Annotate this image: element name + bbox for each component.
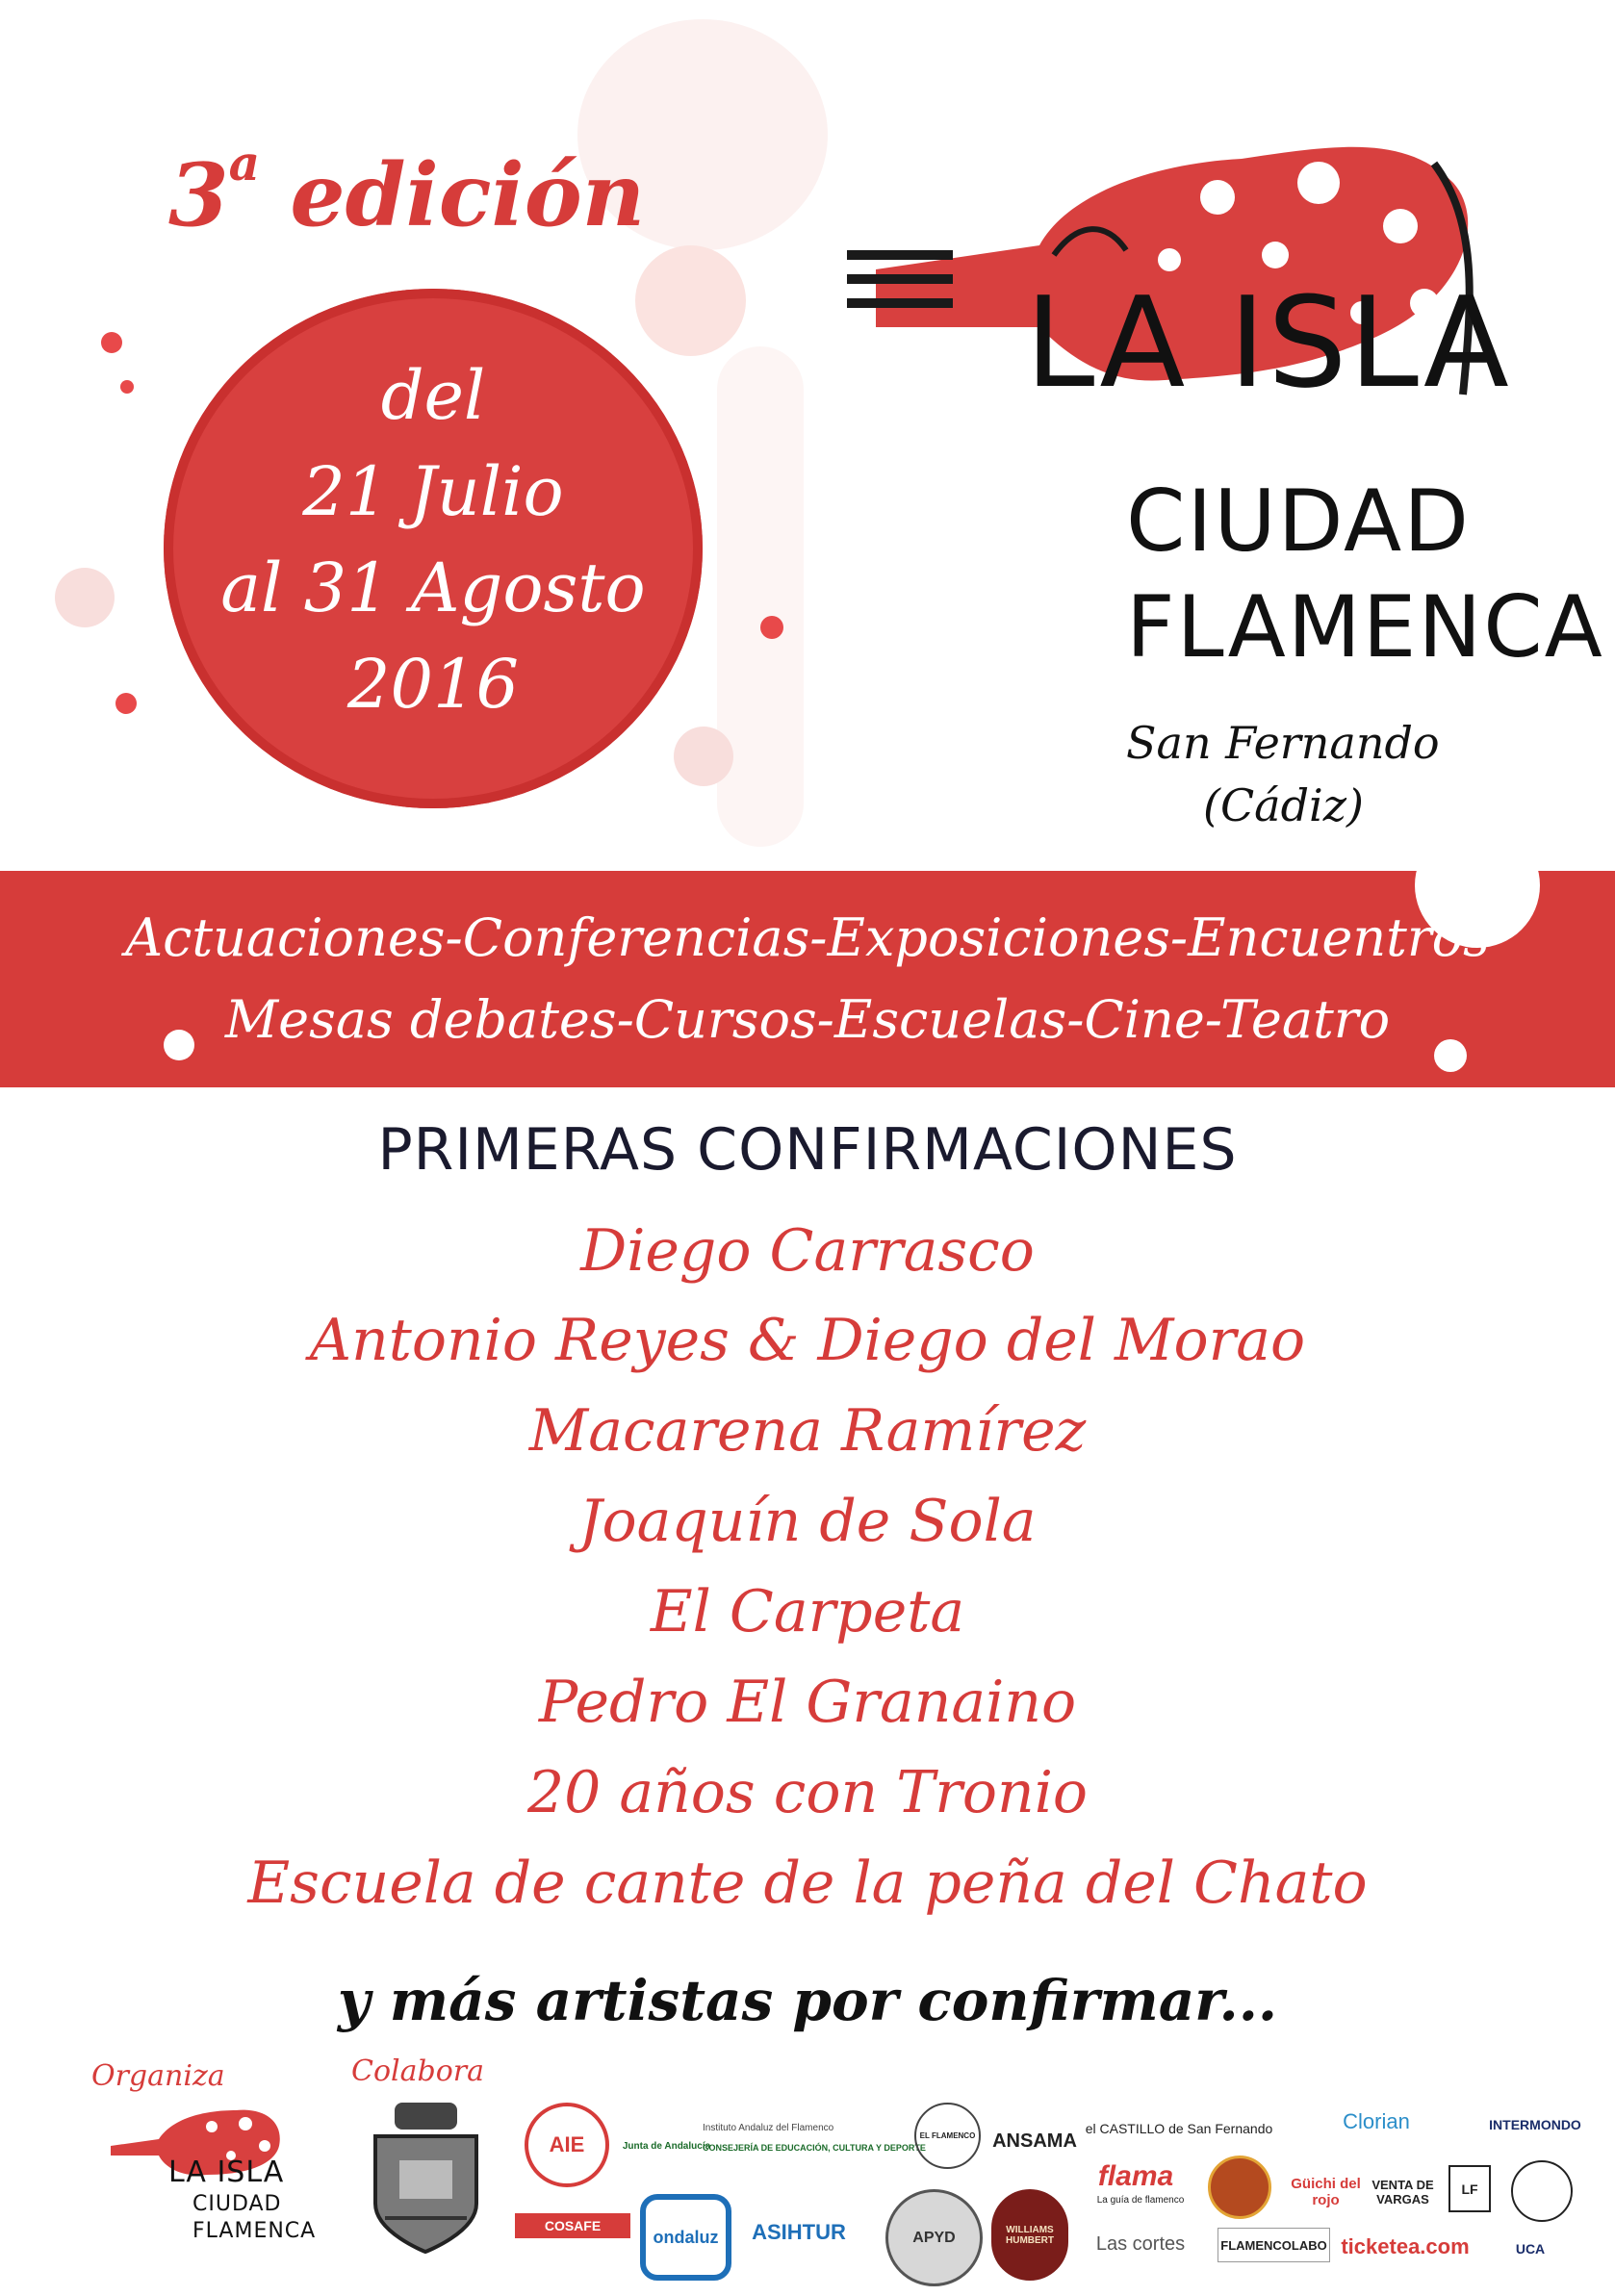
sponsor-label: Güichi del rojo xyxy=(1291,2175,1361,2208)
sponsor-label: el CASTILLO de San Fernando xyxy=(1085,2121,1273,2136)
sponsor-guia-flamenco xyxy=(1083,2192,1198,2207)
sponsor-label: Clorian xyxy=(1343,2109,1410,2133)
activities-line-1: Actuaciones-Conferencias-Exposiciones-Encuentros xyxy=(125,907,1490,968)
more-artists-text: y más artistas por confirmar... xyxy=(337,1968,1278,2033)
sponsor-label: ASIHTUR xyxy=(752,2220,846,2244)
sponsor-flamencolabo xyxy=(1218,2228,1330,2262)
sponsor-instituto xyxy=(703,2117,924,2138)
sponsor-label: CONSEJERÍA DE EDUCACIÓN, CULTURA Y DEPORTE xyxy=(703,2143,926,2153)
sponsor-las-cortes xyxy=(1073,2228,1208,2260)
sponsor-flama xyxy=(1083,2160,1189,2193)
sponsor-label: WILLIAMS HUMBERT xyxy=(1006,2224,1054,2246)
logo-line-3: FLAMENCA xyxy=(1126,577,1604,676)
sponsor-asihtur xyxy=(741,2184,857,2281)
sponsor-el-flamenco xyxy=(914,2103,981,2169)
sponsor-label: COSAFE xyxy=(544,2218,602,2233)
colabora-label: Colabora xyxy=(351,2054,484,2088)
sponsor-venta-vargas xyxy=(1367,2165,1439,2218)
decor-dot xyxy=(120,380,134,394)
edition-number: 3 xyxy=(168,144,229,246)
sponsor-seal xyxy=(1511,2160,1573,2222)
artist-item: 20 años con Tronio xyxy=(526,1759,1089,1826)
edition-title xyxy=(168,135,646,246)
sponsor-label: flama xyxy=(1097,2160,1174,2192)
sponsor-castillo xyxy=(1083,2117,1275,2140)
sponsor-label: UCA xyxy=(1515,2241,1546,2257)
sponsor-intermondo xyxy=(1482,2107,1588,2142)
sponsor-badge xyxy=(1208,2156,1271,2219)
sponsor-label: APYD xyxy=(912,2229,956,2246)
organiza-label: Organiza xyxy=(91,2059,225,2093)
artist-item: Macarena Ramírez xyxy=(528,1397,1087,1465)
artist-item: Escuela de cante de la peña del Chato xyxy=(247,1850,1368,1917)
sponsor-label: La guía de flamenco xyxy=(1096,2194,1185,2206)
sponsor-label: VENTA DE VARGAS xyxy=(1371,2177,1434,2207)
decor-dot xyxy=(101,332,122,353)
sponsor-label: ticketea.com xyxy=(1341,2234,1470,2258)
edition-word: edición xyxy=(290,144,646,246)
logo-line-1: LA ISLA xyxy=(1025,269,1511,416)
artist-item: Joaquín de Sola xyxy=(578,1488,1037,1555)
sponsor-label: Junta de Andalucía xyxy=(622,2140,711,2152)
sponsor-junta xyxy=(622,2117,711,2175)
sponsor-ticketea xyxy=(1343,2232,1468,2261)
confirmations-heading: PRIMERAS CONFIRMACIONES xyxy=(377,1116,1238,1184)
date-line-4: 2016 xyxy=(346,645,520,724)
logo-line-2: CIUDAD xyxy=(1126,472,1471,571)
decor-dot xyxy=(760,616,783,639)
date-line-2: 21 Julio xyxy=(302,452,564,531)
sponsor-uca xyxy=(1482,2237,1578,2260)
artist-item: El Carpeta xyxy=(650,1578,965,1645)
sponsor-label: Las cortes xyxy=(1095,2232,1186,2255)
sponsor-cosafe xyxy=(515,2213,630,2238)
decor-dot xyxy=(115,693,137,714)
sponsor-label: INTERMONDO xyxy=(1489,2117,1581,2132)
coat-of-arms-icon xyxy=(366,2098,486,2257)
decor-dot xyxy=(717,346,804,847)
sponsor-label: Instituto Andaluz del Flamenco xyxy=(703,2122,834,2133)
activities-line-2: Mesas debates-Cursos-Escuelas-Cine-Teatro xyxy=(224,989,1391,1050)
sponsor-lf: LF xyxy=(1448,2165,1491,2212)
sponsor-ondaluz xyxy=(640,2194,731,2281)
sponsor-clorian xyxy=(1309,2093,1444,2151)
sponsor-label: ondaluz xyxy=(653,2227,719,2247)
sponsor-aie xyxy=(525,2103,609,2187)
date-line-1: del xyxy=(380,356,486,435)
organiza-logo-line-3: FLAMENCA xyxy=(192,2219,317,2243)
artist-item: Antonio Reyes & Diego del Morao xyxy=(309,1307,1306,1374)
activities-band xyxy=(0,871,1615,1087)
sponsor-apyd xyxy=(885,2189,983,2286)
sponsor-guichi xyxy=(1290,2165,1362,2218)
sponsor-label: AIE xyxy=(549,2132,585,2156)
edition-superscript: a xyxy=(228,135,261,191)
artist-item: Diego Carrasco xyxy=(580,1217,1035,1285)
decor-dot xyxy=(635,245,746,356)
date-line-3: al 31 Agosto xyxy=(220,548,646,627)
sponsor-ansama xyxy=(991,2122,1078,2160)
sponsor-label: FLAMENCOLABO xyxy=(1220,2237,1327,2253)
location-province: (Cádiz) xyxy=(1203,779,1364,831)
sponsor-label: ANSAMA xyxy=(992,2130,1077,2152)
decor-dot xyxy=(55,568,115,627)
organiza-logo-line-1: LA ISLA xyxy=(168,2156,285,2189)
sponsor-label: EL FLAMENCO xyxy=(919,2131,976,2140)
sponsor-williams xyxy=(991,2189,1068,2281)
location-city: San Fernando xyxy=(1126,717,1440,769)
artist-item: Pedro El Granaino xyxy=(538,1669,1077,1736)
organiza-logo-line-2: CIUDAD xyxy=(192,2192,282,2216)
sponsor-consejeria xyxy=(703,2138,924,2157)
decor-dot xyxy=(674,727,733,786)
